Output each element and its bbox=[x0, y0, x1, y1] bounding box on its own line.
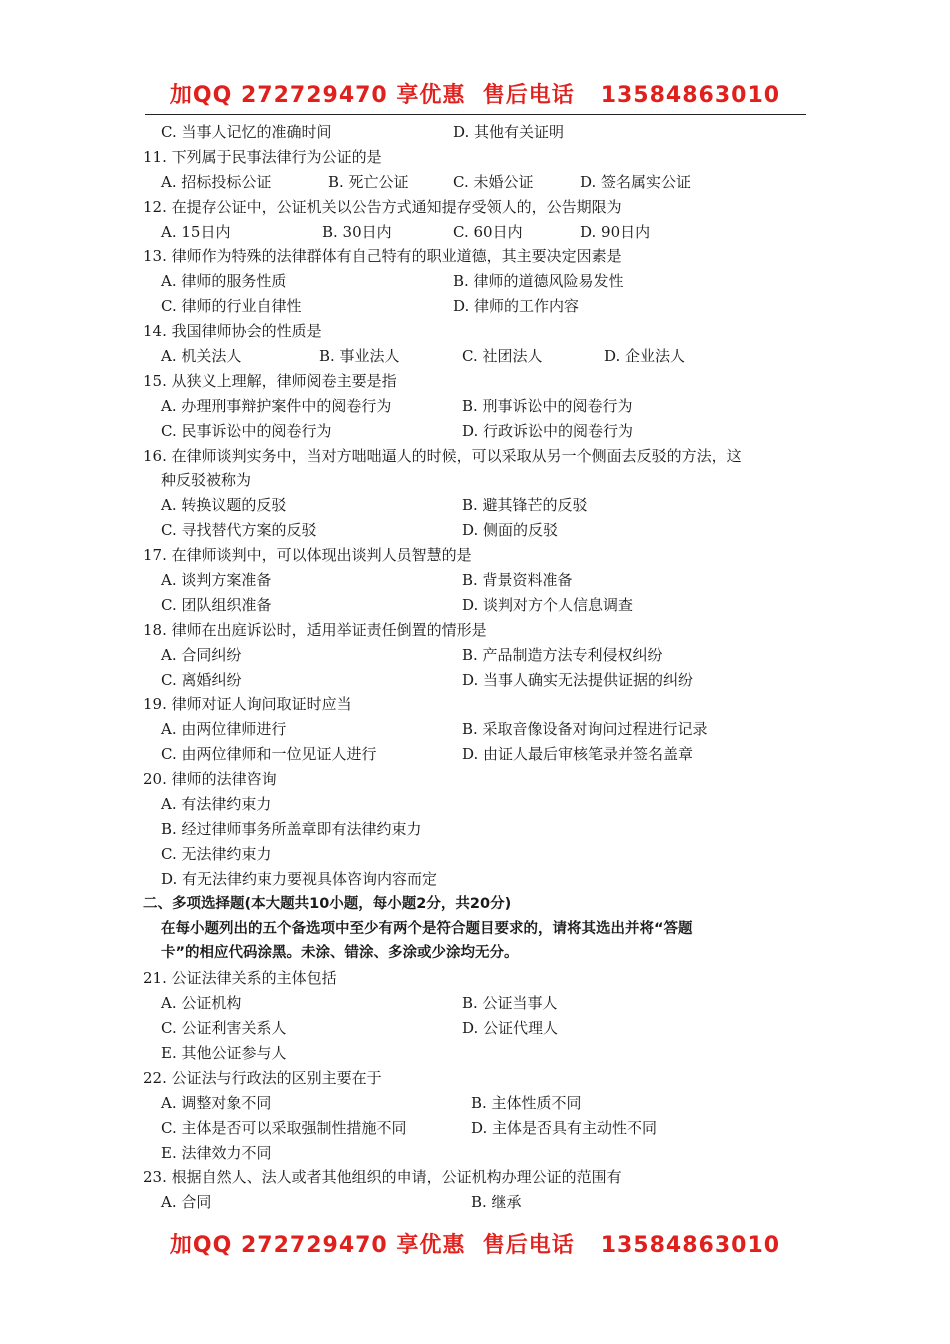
header-banner: 加QQ 272729470 享优惠 售后电话 13584863010 bbox=[169, 83, 781, 108]
q14-option-c: C. 社团法人 bbox=[462, 347, 543, 366]
header-rule bbox=[145, 114, 806, 115]
q22-stem: 22. 公证法与行政法的区别主要在于 bbox=[143, 1068, 382, 1087]
q23-option-b: B. 继承 bbox=[471, 1193, 522, 1212]
q19-stem: 19. 律师对证人询问取证时应当 bbox=[143, 695, 352, 714]
section2-instructions-2: 卡”的相应代码涂黑。未涂、错涂、多涂或少涂均无分。 bbox=[161, 945, 519, 962]
q15-option-d: D. 行政诉讼中的阅卷行为 bbox=[462, 421, 634, 440]
q10-option-d: D. 其他有关证明 bbox=[453, 123, 565, 141]
q11-options bbox=[143, 170, 813, 195]
q17-stem: 17. 在律师谈判中，可以体现出谈判人员智慧的是 bbox=[143, 546, 472, 565]
q15-option-c: C. 民事诉讼中的阅卷行为 bbox=[161, 421, 332, 440]
section2-instructions-1: 在每小题列出的五个备选项中至少有两个是符合题目要求的，请将其选出并将“答题 bbox=[161, 920, 693, 937]
q22-options-cd bbox=[143, 1116, 813, 1141]
q21-option-d: D. 公证代理人 bbox=[462, 1019, 559, 1038]
q18-options-cd bbox=[143, 668, 813, 693]
q17-option-c: C. 团队组织准备 bbox=[161, 595, 272, 614]
q17-options-cd bbox=[143, 593, 813, 618]
q13-option-a: A. 律师的服务性质 bbox=[161, 272, 287, 291]
q15-option-b: B. 刑事诉讼中的阅卷行为 bbox=[462, 396, 633, 415]
q20-option-b: B. 经过律师事务所盖章即有法律约束力 bbox=[161, 819, 422, 838]
q19-option-d: D. 由证人最后审核笔录并签名盖章 bbox=[462, 745, 694, 764]
q22-option-a: A. 调整对象不同 bbox=[161, 1093, 272, 1112]
q13-options-cd bbox=[143, 294, 813, 319]
q14-options bbox=[143, 344, 813, 369]
q12-option-c: C. 60日内 bbox=[453, 222, 523, 241]
q18-option-a: A. 合同纠纷 bbox=[161, 645, 242, 664]
q19-options-cd bbox=[143, 742, 813, 767]
q16-stem-continued: 种反驳被称为 bbox=[161, 471, 252, 490]
q23-option-a: A. 合同 bbox=[161, 1193, 212, 1212]
q16-stem: 16. 在律师谈判实务中，当对方咄咄逼人的时候，可以采取从另一个侧面去反驳的方法，这 bbox=[143, 446, 742, 465]
q18-option-c: C. 离婚纠纷 bbox=[161, 670, 242, 689]
q10-option-c: C. 当事人记忆的准确时间 bbox=[161, 123, 332, 141]
footer-banner: 加QQ 272729470 享优惠 售后电话 13584863010 bbox=[169, 1233, 781, 1258]
q16-options-ab bbox=[143, 493, 813, 518]
q15-options-ab bbox=[143, 394, 813, 419]
q17-option-d: D. 谈判对方个人信息调查 bbox=[462, 595, 634, 614]
q12-stem: 12. 在提存公证中，公证机关以公告方式通知提存受领人的，公告期限为 bbox=[143, 197, 622, 216]
section2-title: 二、多项选择题(本大题共10小题，每小题2分，共20分) bbox=[143, 895, 512, 912]
q22-option-c: C. 主体是否可以采取强制性措施不同 bbox=[161, 1118, 407, 1137]
q21-options-ab bbox=[143, 991, 813, 1016]
q15-options-cd bbox=[143, 419, 813, 444]
q22-option-e: E. 法律效力不同 bbox=[161, 1143, 272, 1162]
q19-option-a: A. 由两位律师进行 bbox=[161, 720, 287, 739]
q11-option-c: C. 未婚公证 bbox=[453, 172, 534, 191]
q19-option-c: C. 由两位律师和一位见证人进行 bbox=[161, 745, 377, 764]
q20-option-c: C. 无法律约束力 bbox=[161, 844, 272, 863]
q21-option-c: C. 公证利害关系人 bbox=[161, 1019, 287, 1038]
q14-option-b: B. 事业法人 bbox=[319, 347, 400, 366]
q13-options-ab bbox=[143, 269, 813, 294]
q22-options-ab bbox=[143, 1091, 813, 1116]
q14-option-a: A. 机关法人 bbox=[161, 347, 242, 366]
q16-option-d: D. 侧面的反驳 bbox=[462, 521, 559, 540]
q12-option-a: A. 15日内 bbox=[161, 222, 231, 241]
q14-option-d: D. 企业法人 bbox=[604, 347, 686, 366]
q15-option-a: A. 办理刑事辩护案件中的阅卷行为 bbox=[161, 396, 392, 415]
exam-content bbox=[143, 120, 813, 1215]
q21-option-a: A. 公证机构 bbox=[161, 994, 242, 1013]
q17-option-a: A. 谈判方案准备 bbox=[161, 571, 272, 590]
q16-option-a: A. 转换议题的反驳 bbox=[161, 496, 287, 515]
q13-option-c: C. 律师的行业自律性 bbox=[161, 297, 302, 316]
q20-option-a: A. 有法律约束力 bbox=[161, 795, 272, 814]
q12-options bbox=[143, 220, 813, 245]
q16-option-b: B. 避其锋芒的反驳 bbox=[462, 496, 588, 515]
q10-options-cd bbox=[143, 120, 813, 145]
q12-option-b: B. 30日内 bbox=[322, 222, 392, 241]
q17-option-b: B. 背景资料准备 bbox=[462, 571, 573, 590]
q12-option-d: D. 90日内 bbox=[580, 222, 651, 241]
q13-option-d: D. 律师的工作内容 bbox=[453, 297, 580, 316]
q21-option-e: E. 其他公证参与人 bbox=[161, 1043, 287, 1062]
q18-option-d: D. 当事人确实无法提供证据的纠纷 bbox=[462, 670, 694, 689]
q20-stem: 20. 律师的法律咨询 bbox=[143, 770, 277, 789]
q23-options-ab bbox=[143, 1190, 813, 1215]
q18-stem: 18. 律师在出庭诉讼时，适用举证责任倒置的情形是 bbox=[143, 620, 487, 639]
q21-stem: 21. 公证法律关系的主体包括 bbox=[143, 969, 337, 988]
q23-stem: 23. 根据自然人、法人或者其他组织的申请，公证机构办理公证的范围有 bbox=[143, 1168, 622, 1187]
q18-option-b: B. 产品制造方法专利侵权纠纷 bbox=[462, 645, 663, 664]
q14-stem: 14. 我国律师协会的性质是 bbox=[143, 322, 322, 341]
q19-option-b: B. 采取音像设备对询问过程进行记录 bbox=[462, 720, 708, 739]
q21-options-cd bbox=[143, 1016, 813, 1041]
q15-stem: 15. 从狭义上理解，律师阅卷主要是指 bbox=[143, 371, 397, 390]
q16-option-c: C. 寻找替代方案的反驳 bbox=[161, 521, 317, 540]
q17-options-ab bbox=[143, 568, 813, 593]
q22-option-b: B. 主体性质不同 bbox=[471, 1093, 582, 1112]
q19-options-ab bbox=[143, 717, 813, 742]
q21-option-b: B. 公证当事人 bbox=[462, 994, 558, 1013]
q22-option-d: D. 主体是否具有主动性不同 bbox=[471, 1118, 658, 1137]
q11-stem: 11. 下列属于民事法律行为公证的是 bbox=[143, 147, 382, 166]
q20-option-d: D. 有无法律约束力要视具体咨询内容而定 bbox=[161, 869, 438, 888]
q11-option-a: A. 招标投标公证 bbox=[161, 172, 272, 191]
q13-stem: 13. 律师作为特殊的法律群体有自己特有的职业道德，其主要决定因素是 bbox=[143, 247, 622, 266]
q16-options-cd bbox=[143, 518, 813, 543]
q11-option-d: D. 签名属实公证 bbox=[580, 172, 692, 191]
q18-options-ab bbox=[143, 643, 813, 668]
q11-option-b: B. 死亡公证 bbox=[328, 172, 409, 191]
q13-option-b: B. 律师的道德风险易发性 bbox=[453, 272, 624, 291]
